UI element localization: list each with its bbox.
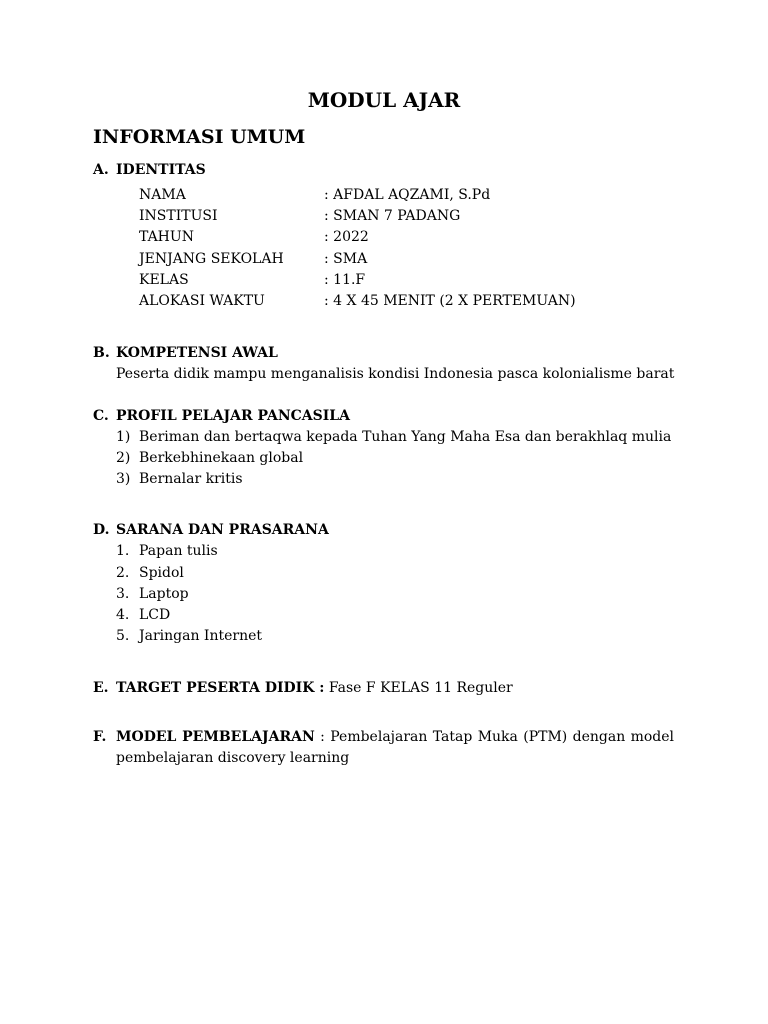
section-d-letter: D.: [93, 522, 110, 538]
list-item: LCD: [139, 607, 171, 623]
list-item: Spidol: [139, 565, 184, 581]
identity-value: : 11.F: [324, 272, 366, 288]
section-c-title: PROFIL PELAJAR PANCASILA: [116, 408, 351, 424]
section-f-title: MODEL PEMBELAJARAN: [116, 729, 315, 745]
section-b-title: KOMPETENSI AWAL: [116, 345, 278, 361]
list-item-number: 3.: [116, 586, 130, 602]
identity-value: : 4 X 45 MENIT (2 X PERTEMUAN): [324, 293, 576, 309]
section-f-letter: F.: [93, 729, 107, 745]
section-f-line-1: [116, 729, 674, 745]
section-b-letter: B.: [93, 345, 110, 361]
section-f-word: (PTM): [523, 729, 568, 745]
identity-value: : SMAN 7 PADANG: [324, 208, 461, 224]
section-e-line: [116, 680, 513, 696]
list-item-number: 5.: [116, 628, 130, 644]
section-e-letter: E.: [93, 680, 109, 696]
identity-value: : 2022: [324, 229, 369, 245]
identity-label: TAHUN: [139, 229, 194, 245]
list-item: Berkebhinekaan global: [139, 450, 304, 466]
identity-label: KELAS: [139, 272, 189, 288]
identity-label: INSTITUSI: [139, 208, 218, 224]
list-item-number: 1.: [116, 543, 130, 559]
section-f-line-2: pembelajaran discovery learning: [116, 750, 350, 766]
section-e-text: Fase F KELAS 11 Reguler: [324, 680, 513, 696]
identity-label: JENJANG SEKOLAH: [139, 251, 284, 267]
identity-label: NAMA: [139, 187, 186, 203]
section-b-text: Peserta didik mampu menganalisis kondisi Indonesia pasca kolonialisme barat: [116, 366, 675, 382]
main-heading: INFORMASI UMUM: [93, 126, 306, 148]
section-f-word: Tatap: [432, 729, 473, 745]
section-e-title: TARGET PESERTA DIDIK :: [116, 680, 325, 696]
list-item-number: 2.: [116, 565, 130, 581]
section-f-word: Muka: [477, 729, 518, 745]
list-item: Laptop: [139, 586, 189, 602]
list-item-number: 2): [116, 450, 131, 466]
list-item: Jaringan Internet: [139, 628, 262, 644]
list-item-number: 1): [116, 429, 131, 445]
list-item-number: 3): [116, 471, 131, 487]
list-item: Beriman dan bertaqwa kepada Tuhan Yang Maha Esa dan berakhlaq mulia: [139, 429, 672, 445]
section-a-title: IDENTITAS: [116, 162, 206, 178]
document-title: MODUL AJAR: [307, 88, 461, 112]
list-item: Papan tulis: [139, 543, 218, 559]
identity-value: : SMA: [324, 251, 368, 267]
section-a-letter: A.: [93, 162, 109, 178]
identity-label: ALOKASI WAKTU: [139, 293, 265, 309]
section-c-letter: C.: [93, 408, 109, 424]
section-f-word: model: [630, 729, 675, 745]
list-item-number: 4.: [116, 607, 130, 623]
list-item: Bernalar kritis: [139, 471, 243, 487]
identity-value: : AFDAL AQZAMI, S.Pd: [324, 187, 491, 203]
section-f-word: dengan: [572, 729, 626, 745]
section-d-title: SARANA DAN PRASARANA: [116, 522, 329, 538]
section-f-word: : Pembelajaran: [320, 729, 428, 745]
